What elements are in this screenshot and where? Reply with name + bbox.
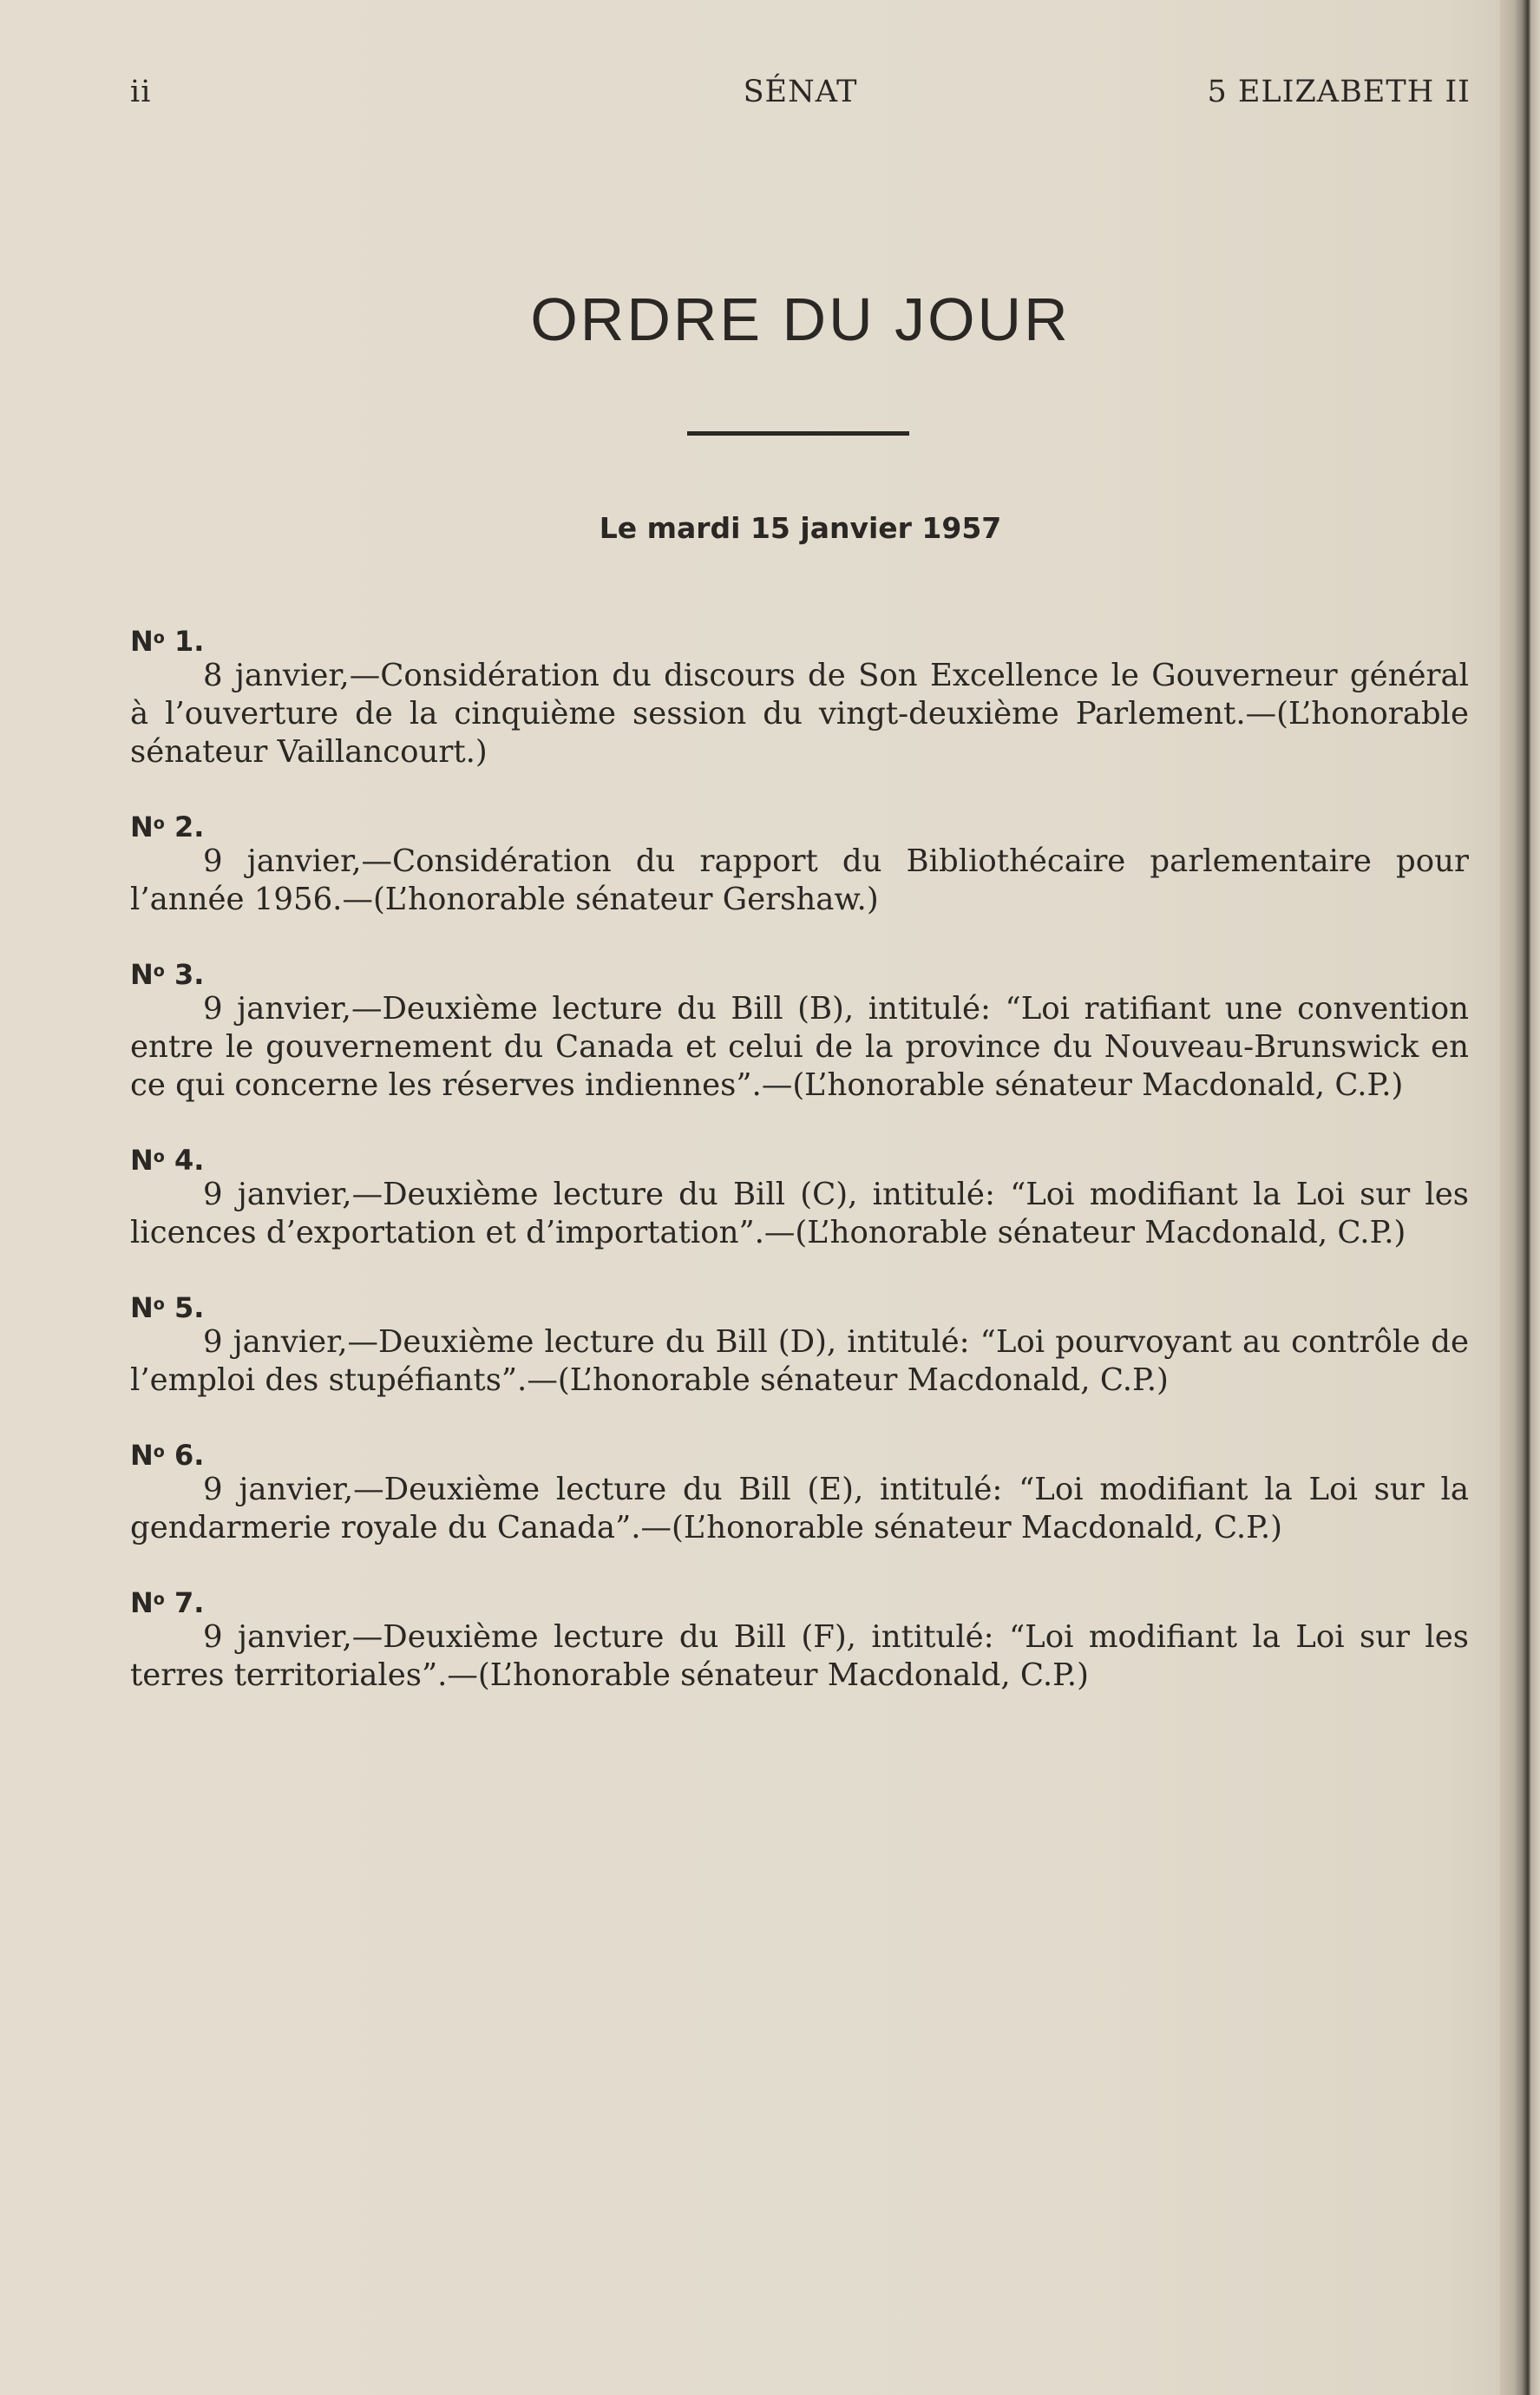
order-item [130, 952, 1469, 1105]
item-text: 9 janvier,—Deuxième lecture du Bill (C), intitulé: “Loi modifiant la Loi sur les licences d’exportation et d’importation”.—(L’honorable sénateur Macdonald, C.P.) [130, 1177, 1469, 1250]
order-item [130, 619, 1469, 771]
page-binding-edge [1500, 0, 1540, 2395]
running-header [130, 75, 1471, 109]
item-text: 9 janvier,—Deuxième lecture du Bill (B), intitulé: “Loi ratifiant une convention entre le gouvernement du Canada et celui de la province du Nouveau-Brunswick en ce qui concerne les réserves indiennes”.—(L’honorable sénateur Macdonald, C.P.) [130, 991, 1469, 1103]
item-text: 9 janvier,—Deuxième lecture du Bill (E), intitulé: “Loi modifiant la Loi sur la gendarmerie royale du Canada”.—(L’honorable sénateur Macdonald, C.P.) [130, 1472, 1469, 1545]
title-divider [687, 431, 909, 436]
item-text: 8 janvier,—Considération du discours de Son Excellence le Gouverneur général à l’ouverture de la cinquième session du vingt-deuxième Parlement.—(L’honorable sénateur Vaillancourt.) [130, 658, 1469, 770]
sitting-date: Le mardi 15 janvier 1957 [599, 511, 1002, 545]
order-item [130, 1580, 1469, 1695]
item-number: $N^o$ 5. [130, 1291, 205, 1324]
item-number: $N^o$ 2. [130, 810, 205, 843]
header-regnal-year: 5 ELIZABETH II [1207, 75, 1471, 109]
order-item [130, 1433, 1469, 1547]
page-number: ii [130, 75, 152, 109]
header-center-title: SÉNAT [743, 75, 858, 109]
item-text: 9 janvier,—Deuxième lecture du Bill (D), intitulé: “Loi pourvoyant au contrôle de l’emploi des stupéfiants”.—(L’honorable sénateur Macdonald, C.P.) [130, 1324, 1469, 1398]
item-number: $N^o$ 1. [130, 625, 205, 658]
item-text: 9 janvier,—Considération du rapport du Bibliothécaire parlementaire pour l’année 1956.—(L’honorable sénateur Gershaw.) [130, 843, 1469, 917]
page-title: ORDRE DU JOUR [530, 285, 1071, 353]
item-number: $N^o$ 7. [130, 1586, 205, 1619]
order-item [130, 1138, 1469, 1252]
item-number: $N^o$ 6. [130, 1439, 205, 1472]
item-number: $N^o$ 3. [130, 958, 205, 991]
order-item [130, 804, 1469, 919]
order-items-list [130, 619, 1469, 1728]
order-item [130, 1285, 1469, 1400]
item-text: 9 janvier,—Deuxième lecture du Bill (F), intitulé: “Loi modifiant la Loi sur les terres territoriales”.—(L’honorable sénateur Macdonald, C.P.) [130, 1619, 1469, 1693]
item-number: $N^o$ 4. [130, 1144, 205, 1177]
